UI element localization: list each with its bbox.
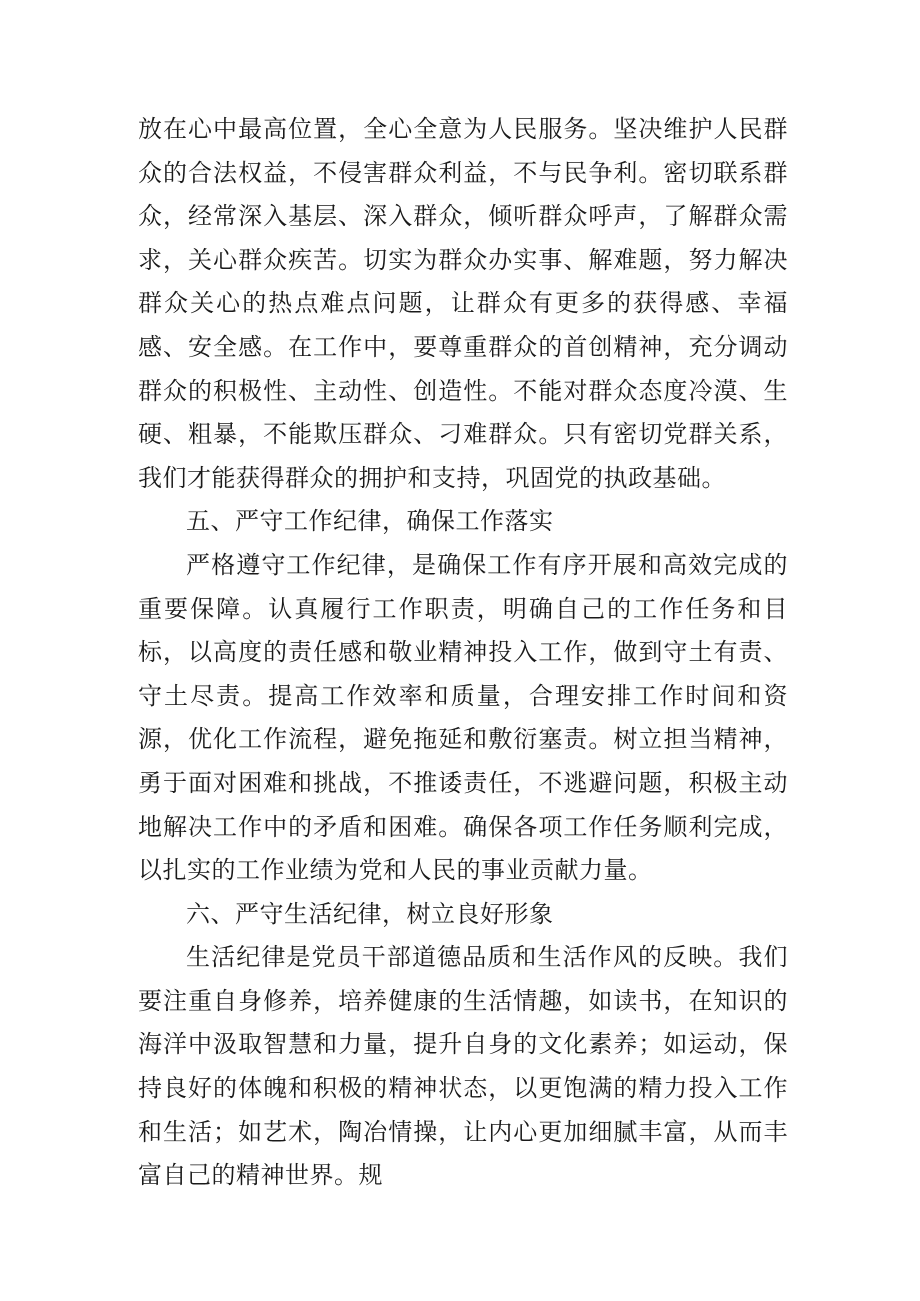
document-body	[138, 108, 788, 1198]
paragraph-work-discipline: 严格遵守工作纪律，是确保工作有序开展和高效完成的重要保障。认真履行工作职责，明确自己的工作任务和目标，以高度的责任感和敬业精神投入工作，做到守土有责、守土尽责。提高工作效率和质量，合理安排工作时间和资源，优化工作流程，避免拖延和敷衍塞责。树立担当精神，勇于面对困难和挑战，不推诿责任，不逃避问题，积极主动地解决工作中的矛盾和困难。确保各项工作任务顺利完成，以扎实的工作业绩为党和人民的事业贡献力量。	[138, 550, 788, 885]
section-heading-work-discipline: 五、严守工作纪律，确保工作落实	[186, 507, 554, 536]
paragraph-people-service: 放在心中最高位置，全心全意为人民服务。坚决维护人民群众的合法权益，不侵害群众利益，不与民争利。密切联系群众，经常深入基层、深入群众，倾听群众呼声，了解群众需求，关心群众疾苦。切实为群众办实事、解难题，努力解决群众关心的热点难点问题，让群众有更多的获得感、幸福感、安全感。在工作中，要尊重群众的首创精神，充分调动群众的积极性、主动性、创造性。不能对群众态度冷漠、生硬、粗暴，不能欺压群众、刁难群众。只有密切党群关系，我们才能获得群众的拥护和支持，巩固党的执政基础。	[138, 115, 788, 492]
section-heading-life-discipline: 六、严守生活纪律，树立良好形象	[186, 899, 554, 928]
paragraph-life-discipline: 生活纪律是党员干部道德品质和生活作风的反映。我们要注重自身修养，培养健康的生活情趣，如读书，在知识的海洋中汲取智慧和力量，提升自身的文化素养；如运动，保持良好的体魄和积极的精神状态，以更饱满的精力投入工作和生活；如艺术，陶冶情操，让内心更加细腻丰富，从而丰富自己的精神世界。规	[138, 943, 788, 1190]
